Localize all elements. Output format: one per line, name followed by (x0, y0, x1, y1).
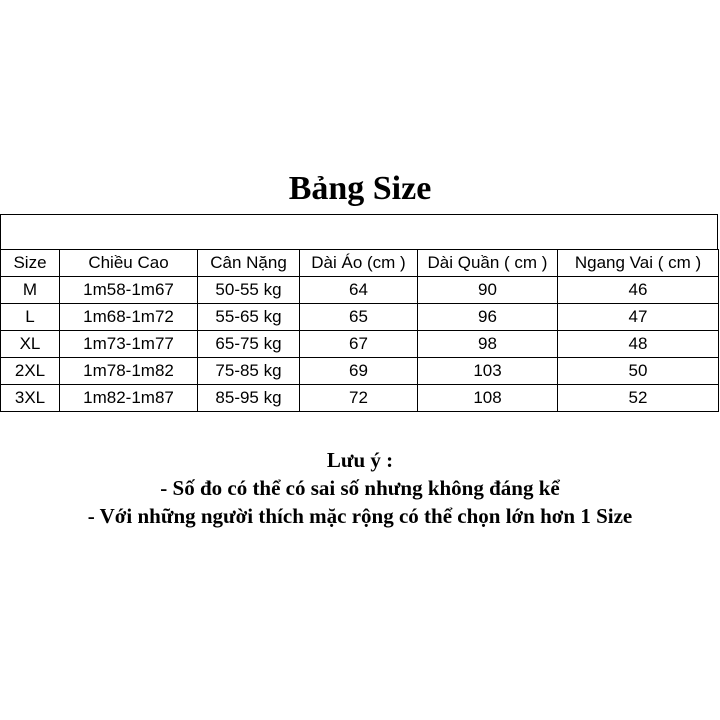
cell-size: 3XL (1, 385, 60, 412)
note-line: - Với những người thích mặc rộng có thể chọn lớn hơn 1 Size (87, 504, 633, 528)
cell-height: 1m82-1m87 (60, 385, 198, 412)
size-table (0, 249, 719, 412)
note-line: - Số đo có thể có sai số nhưng không đáng kể (160, 476, 560, 500)
blank-header-row (0, 214, 718, 249)
cell-pants-length: 103 (418, 358, 558, 385)
cell-size: 2XL (1, 358, 60, 385)
cell-weight: 65-75 kg (198, 331, 300, 358)
table-row (1, 304, 719, 331)
size-chart (0, 214, 720, 412)
cell-weight: 75-85 kg (198, 358, 300, 385)
cell-pants-length: 98 (418, 331, 558, 358)
cell-pants-length: 90 (418, 277, 558, 304)
cell-height: 1m58-1m67 (60, 277, 198, 304)
cell-shoulder-width: 50 (558, 358, 719, 385)
header-shirt-length: Dài Áo (cm ) (300, 250, 418, 277)
cell-height: 1m78-1m82 (60, 358, 198, 385)
table-row (1, 331, 719, 358)
header-shoulder-width: Ngang Vai ( cm ) (558, 250, 719, 277)
cell-shirt-length: 72 (300, 385, 418, 412)
table-row (1, 385, 719, 412)
table-row (1, 358, 719, 385)
cell-shirt-length: 64 (300, 277, 418, 304)
cell-shirt-length: 67 (300, 331, 418, 358)
table-header-row (1, 250, 719, 277)
cell-weight: 85-95 kg (198, 385, 300, 412)
cell-shirt-length: 69 (300, 358, 418, 385)
header-pants-length: Dài Quần ( cm ) (418, 250, 558, 277)
cell-shoulder-width: 46 (558, 277, 719, 304)
cell-weight: 55-65 kg (198, 304, 300, 331)
cell-shirt-length: 65 (300, 304, 418, 331)
cell-shoulder-width: 47 (558, 304, 719, 331)
cell-shoulder-width: 52 (558, 385, 719, 412)
header-weight: Cân Nặng (198, 250, 300, 277)
cell-height: 1m73-1m77 (60, 331, 198, 358)
cell-shoulder-width: 48 (558, 331, 719, 358)
cell-size: XL (1, 331, 60, 358)
notes-section (0, 446, 720, 530)
cell-weight: 50-55 kg (198, 277, 300, 304)
notes-heading: Lưu ý : (326, 448, 394, 472)
header-size: Size (1, 250, 60, 277)
cell-size: L (1, 304, 60, 331)
cell-pants-length: 108 (418, 385, 558, 412)
page-title: Bảng Size (288, 170, 432, 207)
cell-size: M (1, 277, 60, 304)
table-row (1, 277, 719, 304)
header-height: Chiều Cao (60, 250, 198, 277)
cell-height: 1m68-1m72 (60, 304, 198, 331)
cell-pants-length: 96 (418, 304, 558, 331)
